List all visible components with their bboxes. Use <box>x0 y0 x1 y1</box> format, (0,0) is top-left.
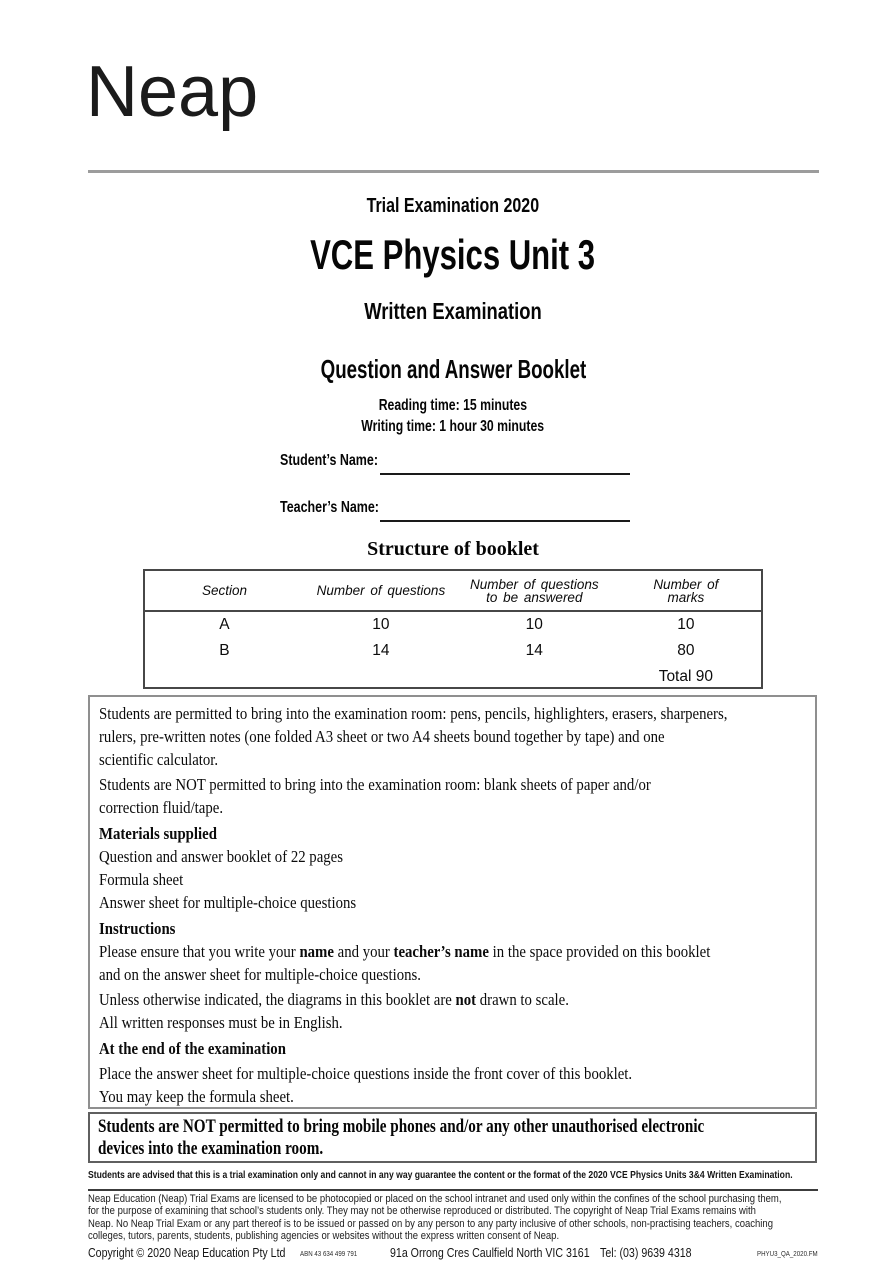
warning-text <box>98 1138 807 1160</box>
booklet-type-text: Question and Answer Booklet <box>320 354 586 384</box>
heading-text: At the end of the examination <box>99 1039 286 1058</box>
bold-segment: name <box>299 942 334 961</box>
phones-warning-box <box>88 1112 817 1163</box>
text-line: Tel: (03) 9639 4318 <box>600 1246 692 1260</box>
text-line: PHYU3_QA_2020.FM <box>757 1250 818 1258</box>
reading-time <box>88 397 818 415</box>
heading-text: Materials supplied <box>99 824 217 843</box>
legal-line <box>88 1230 818 1242</box>
structure-heading: Structure of booklet <box>367 538 539 560</box>
legal-line <box>88 1193 818 1205</box>
exam-rules-box <box>88 695 817 1109</box>
exam-title-text: VCE Physics Unit 3 <box>310 231 596 278</box>
text-segment: drawn to scale. <box>476 990 569 1009</box>
text-line <box>99 988 569 1011</box>
abn-text <box>300 1251 365 1258</box>
instructions-heading <box>99 917 806 940</box>
bold-segment: teacher’s name <box>393 942 489 961</box>
legal-line <box>88 1205 818 1217</box>
cell-section: A <box>219 616 230 633</box>
legal-text <box>88 1193 818 1243</box>
text-line: correction fluid/tape. <box>99 798 224 817</box>
text-line: You may keep the formula sheet. <box>99 1087 294 1106</box>
page-footer <box>88 1246 818 1264</box>
advisory-note <box>88 1169 818 1181</box>
text-segment: Unless otherwise indicated, the diagrams in this booklet are <box>99 990 456 1009</box>
legal-divider <box>88 1189 818 1191</box>
writing-time <box>88 418 818 436</box>
exam-type-text: Written Examination <box>364 298 542 324</box>
bold-segment: not <box>455 990 477 1009</box>
writing-time-text: Writing time: 1 hour 30 minutes <box>361 418 545 435</box>
text-line: for the purpose of examining that school’s students only. They may not be otherwise reproduced or distributed. The copyright of Neap Trial Exams remains with <box>88 1205 756 1218</box>
table-row-section-a <box>145 612 761 638</box>
text-line: Formula sheet <box>99 870 184 889</box>
text-line: Neap. No Neap Trial Exam or any part thereof is to be issued or passed on by any person to any party inclusive of other schools, non-practising teachers, coaching <box>88 1217 773 1230</box>
cell-to-answer: 14 <box>525 642 543 659</box>
advisory-text: Students are advised that this is a trial examination only and cannot in any way guarantee the content or the format of the 2020 VCE Physics Units 3&4 Written Examination. <box>88 1169 793 1181</box>
ensure-names-text <box>99 940 806 963</box>
cell-to-answer: 10 <box>525 616 543 633</box>
diagrams-note <box>99 988 806 1011</box>
text-line: and on the answer sheet for multiple-choice questions. <box>99 965 422 984</box>
text-line <box>99 940 710 963</box>
text-line: colleges, tutors, parents, students, publishing agencies or websites without the express written consent of Neap. <box>88 1230 560 1243</box>
materials-item <box>99 868 806 891</box>
legal-line <box>88 1218 818 1230</box>
teacher-name-label: Teacher’s Name: <box>280 499 379 516</box>
column-header-section <box>145 571 304 610</box>
permitted-text <box>99 725 806 748</box>
table-header-row <box>145 571 761 612</box>
column-header-questions <box>304 571 458 610</box>
exam-title <box>88 231 818 279</box>
cell-total-marks: Total 90 <box>658 668 713 685</box>
text-line: Answer sheet for multiple-choice questions <box>99 893 357 912</box>
text-line: Students are NOT permitted to bring into the examination room: blank sheets of paper and/or <box>99 775 651 794</box>
student-name-line <box>380 473 630 475</box>
reading-time-text: Reading time: 15 minutes <box>378 397 528 414</box>
column-header-to-answer <box>458 571 611 610</box>
heading-text: Instructions <box>99 919 176 938</box>
text-line: ABN 43 634 499 791 <box>300 1250 358 1258</box>
warning-text <box>98 1116 807 1138</box>
text-line: Copyright © 2020 Neap Education Pty Ltd <box>88 1246 286 1260</box>
permitted-text <box>99 748 806 771</box>
document-reference <box>757 1251 826 1258</box>
text-line: Question and answer booklet of 22 pages <box>99 847 343 866</box>
text-line: Students are permitted to bring into the examination room: pens, pencils, highlighters, erasers, sharpeners, <box>99 704 728 723</box>
column-header-marks <box>611 571 761 610</box>
column-header-line: Number of questions <box>316 583 446 598</box>
structure-table <box>143 569 763 689</box>
phone-text <box>600 1246 708 1260</box>
copyright-text <box>88 1246 320 1260</box>
cell-questions: 14 <box>372 642 390 659</box>
teacher-name-row <box>280 499 407 523</box>
materials-heading <box>99 822 806 845</box>
text-line: 91a Orrong Cres Caulfield North VIC 3161 <box>390 1246 590 1260</box>
permitted-text <box>99 702 806 725</box>
ensure-names-text <box>99 963 806 986</box>
text-line: All written responses must be in English. <box>99 1013 343 1032</box>
exam-series-text: Trial Examination 2020 <box>366 195 540 217</box>
text-line: Place the answer sheet for multiple-choice questions inside the front cover of this booklet. <box>99 1064 633 1083</box>
text-line: Neap Education (Neap) Trial Exams are licensed to be photocopied or placed on the school intranet and used only within the confines of the school purchasing them, <box>88 1193 782 1205</box>
english-note <box>99 1011 806 1034</box>
cell-marks: 80 <box>677 642 695 659</box>
materials-item <box>99 845 806 868</box>
cell-marks: 10 <box>677 616 695 633</box>
cell-questions: 10 <box>372 616 390 633</box>
text-segment: Please ensure that you write your <box>99 942 300 961</box>
text-segment: in the space provided on this booklet <box>488 942 711 961</box>
header-divider <box>88 170 819 173</box>
student-name-label: Student’s Name: <box>280 452 379 469</box>
column-header-line: Number of questions <box>470 576 599 592</box>
table-row-total <box>145 664 761 690</box>
column-header-line: Section <box>201 583 247 598</box>
column-header-line: marks <box>667 589 705 605</box>
column-header-line: Number of <box>653 576 719 592</box>
address-text <box>390 1246 625 1260</box>
cell-section: B <box>219 642 230 659</box>
exam-type <box>88 298 818 325</box>
teacher-name-line <box>380 520 630 522</box>
text-line: devices into the examination room. <box>98 1139 324 1159</box>
text-line: Students are NOT permitted to bring mobile phones and/or any other unauthorised electronic <box>98 1117 705 1137</box>
not-permitted-text <box>99 796 806 819</box>
end-of-exam-item <box>99 1062 806 1085</box>
not-permitted-text <box>99 773 806 796</box>
text-segment: and your <box>333 942 394 961</box>
column-header-line: to be answered <box>486 589 583 605</box>
end-of-exam-item <box>99 1085 806 1108</box>
materials-item <box>99 891 806 914</box>
neap-logo: Neap <box>86 52 259 132</box>
table-row-section-b <box>145 638 761 664</box>
exam-series <box>88 195 818 218</box>
student-name-row <box>280 452 406 476</box>
text-line: scientific calculator. <box>99 750 219 769</box>
text-line: rulers, pre-written notes (one folded A3 sheet or two A4 sheets bound together by tape) and one <box>99 727 665 746</box>
booklet-type <box>88 354 818 385</box>
end-of-exam-heading <box>99 1037 806 1060</box>
